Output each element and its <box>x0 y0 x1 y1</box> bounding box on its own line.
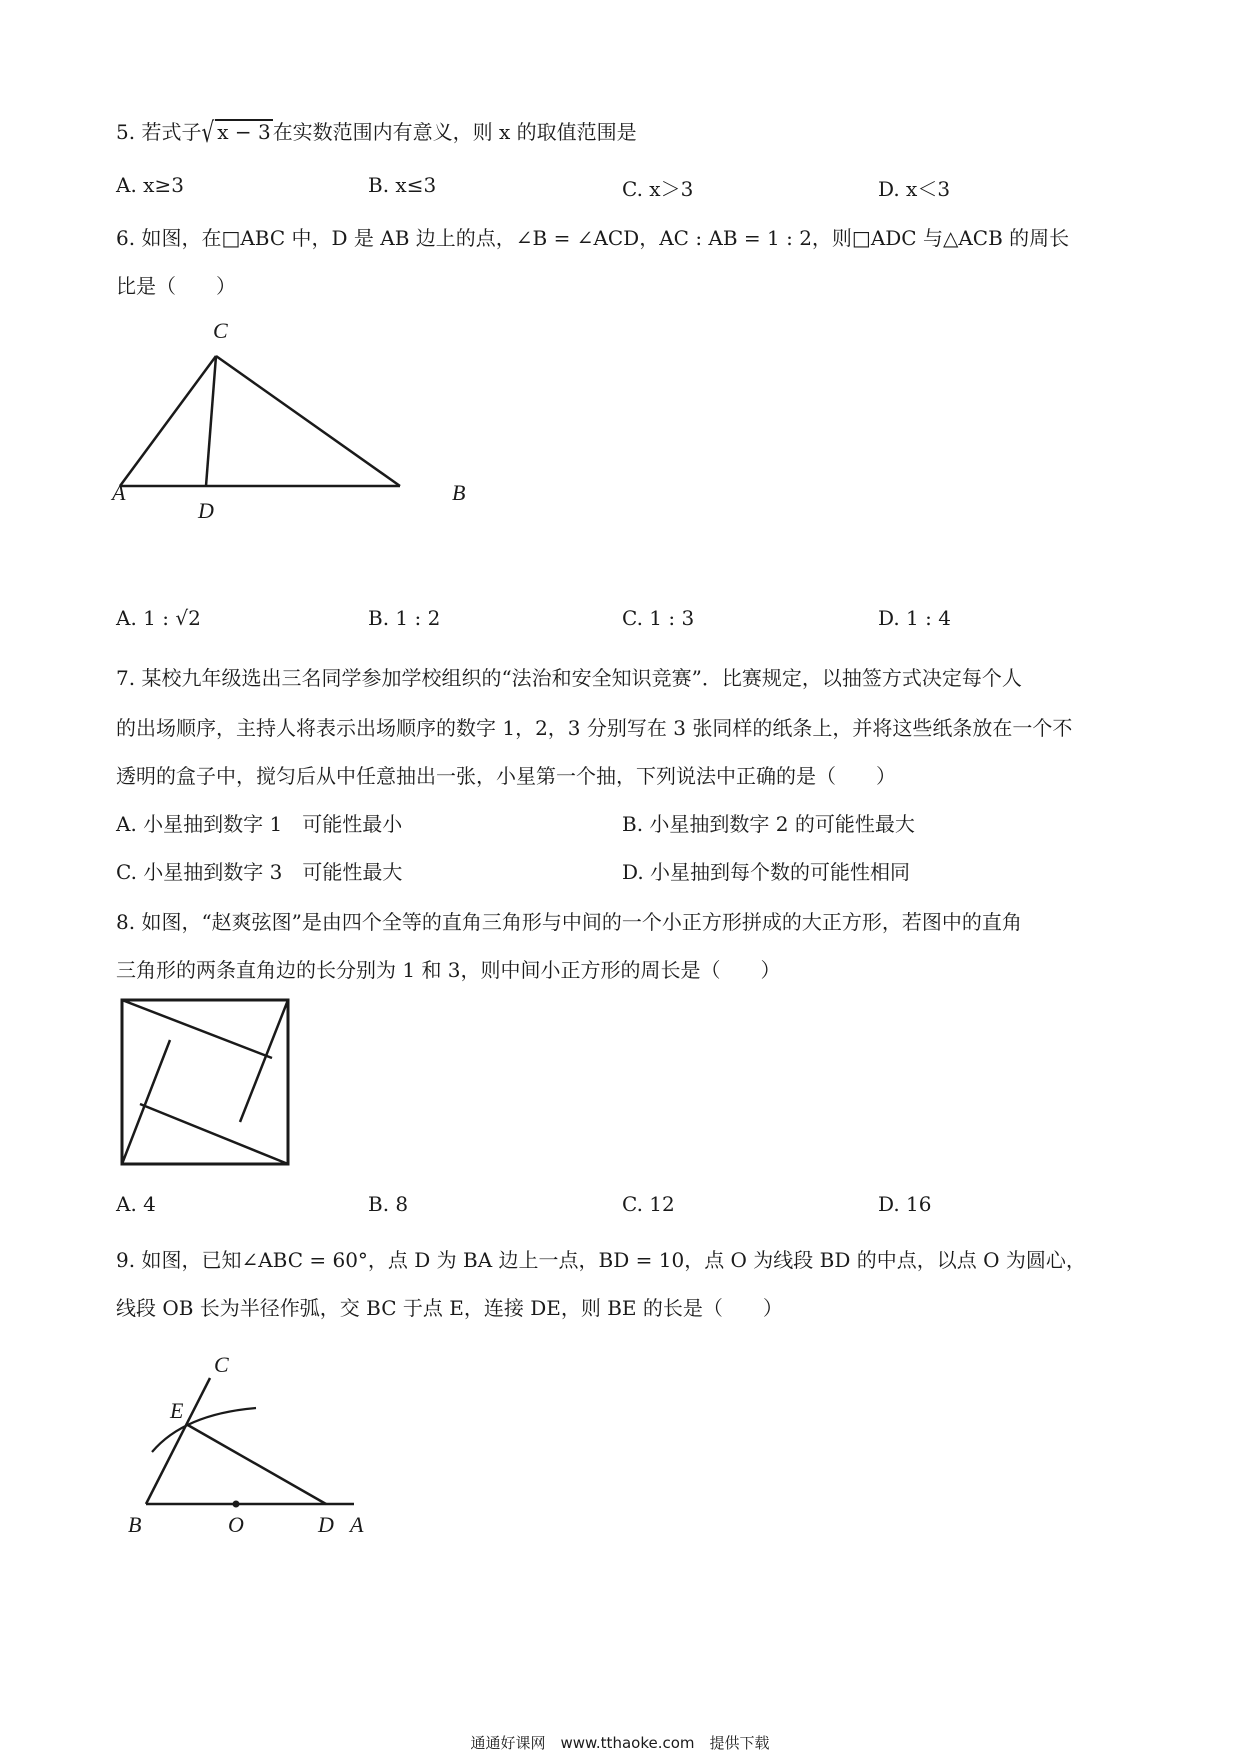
q6-option-c: C. 1 : 3 <box>622 606 695 630</box>
label-d: D <box>198 498 214 523</box>
segment-ac <box>120 356 216 486</box>
page-footer: 通通好课网 www.tthaoke.com 提供下载 <box>470 1734 770 1752</box>
q9-stem-line1: 9. 如图，已知∠ABC = 60°，点 D 为 BA 边上一点，BD = 10，点 O 为线段 BD 的中点，以点 O 为圆心， <box>116 1248 1086 1272</box>
label-a: A <box>350 1512 364 1537</box>
q5-suffix: 在实数范围内有意义，则 x 的取值范围是 <box>272 120 637 144</box>
label-c: C <box>213 318 228 343</box>
segment-de <box>186 1424 326 1504</box>
arc-e <box>152 1408 256 1452</box>
q7-option-b: B. 小星抽到数字 2 的可能性最大 <box>622 812 915 836</box>
q6-stem-line2: 比是（ ） <box>116 274 236 298</box>
q6-stem-line1: 6. 如图，在□ABC 中，D 是 AB 边上的点，∠B = ∠ACD，AC : AB = 1 : 2，则□ADC 与△ACB 的周长 <box>116 226 1070 250</box>
chord-4 <box>140 1104 288 1164</box>
sqrt-icon: √ <box>201 115 215 149</box>
q5-radicand: x − 3 <box>217 120 271 144</box>
q5-option-d: D. x＜3 <box>878 177 951 201</box>
label-a: A <box>112 480 126 505</box>
q5-prefix: 5. 若式子 <box>116 120 202 144</box>
label-e: E <box>170 1398 184 1423</box>
q8-stem-line1: 8. 如图，“赵爽弦图”是由四个全等的直角三角形与中间的一个小正方形拼成的大正方形，若图中的直角 <box>116 910 1022 934</box>
q5-stem <box>116 115 637 149</box>
q8-stem-line2: 三角形的两条直角边的长分别为 1 和 3，则中间小正方形的周长是（ ） <box>116 958 781 982</box>
chord-3 <box>240 1000 288 1122</box>
q9-angle-figure <box>110 1340 390 1540</box>
label-b: B <box>452 480 466 505</box>
q7-stem-line1: 7. 某校九年级选出三名同学参加学校组织的“法治和安全知识竞赛”．比赛规定，以抽签方式决定每个人 <box>116 666 1022 690</box>
q6-option-a: A. 1 : √2 <box>116 606 201 630</box>
q7-stem-line3: 透明的盒子中，搅匀后从中任意抽出一张，小星第一个抽，下列说法中正确的是（ ） <box>116 764 896 788</box>
q7-option-c: C. 小星抽到数字 3 可能性最大 <box>116 860 403 884</box>
q7-stem-line2: 的出场顺序，主持人将表示出场顺序的数字 1，2，3 分别写在 3 张同样的纸条上，并将这些纸条放在一个不 <box>116 716 1073 740</box>
chord-1 <box>122 1040 170 1164</box>
segment-cd <box>206 356 216 486</box>
q5-option-c: C. x＞3 <box>622 177 694 201</box>
q6-option-d: D. 1 : 4 <box>878 606 951 630</box>
q7-option-a: A. 小星抽到数字 1 可能性最小 <box>116 812 403 836</box>
q6-option-b: B. 1 : 2 <box>368 606 441 630</box>
chord-2 <box>122 1000 272 1058</box>
label-b: B <box>128 1512 142 1537</box>
q8-zhaoshuang-figure <box>110 990 310 1180</box>
label-d: D <box>318 1512 334 1537</box>
label-o: O <box>228 1512 244 1537</box>
label-c: C <box>214 1352 229 1377</box>
q5-option-a: A. x≥3 <box>116 173 184 197</box>
outer-square <box>122 1000 288 1164</box>
segment-cb <box>216 356 400 486</box>
q7-option-d: D. 小星抽到每个数的可能性相同 <box>622 860 911 884</box>
q5-option-b: B. x≤3 <box>368 173 437 197</box>
q8-option-b: B. 8 <box>368 1192 409 1216</box>
q8-option-a: A. 4 <box>116 1192 156 1216</box>
q6-triangle-figure <box>100 310 500 530</box>
ray-bc <box>146 1378 210 1504</box>
q9-stem-line2: 线段 OB 长为半径作弧，交 BC 于点 E，连接 DE，则 BE 的长是（ ） <box>116 1296 783 1320</box>
q8-option-d: D. 16 <box>878 1192 932 1216</box>
point-o <box>233 1501 240 1508</box>
q8-option-c: C. 12 <box>622 1192 675 1216</box>
